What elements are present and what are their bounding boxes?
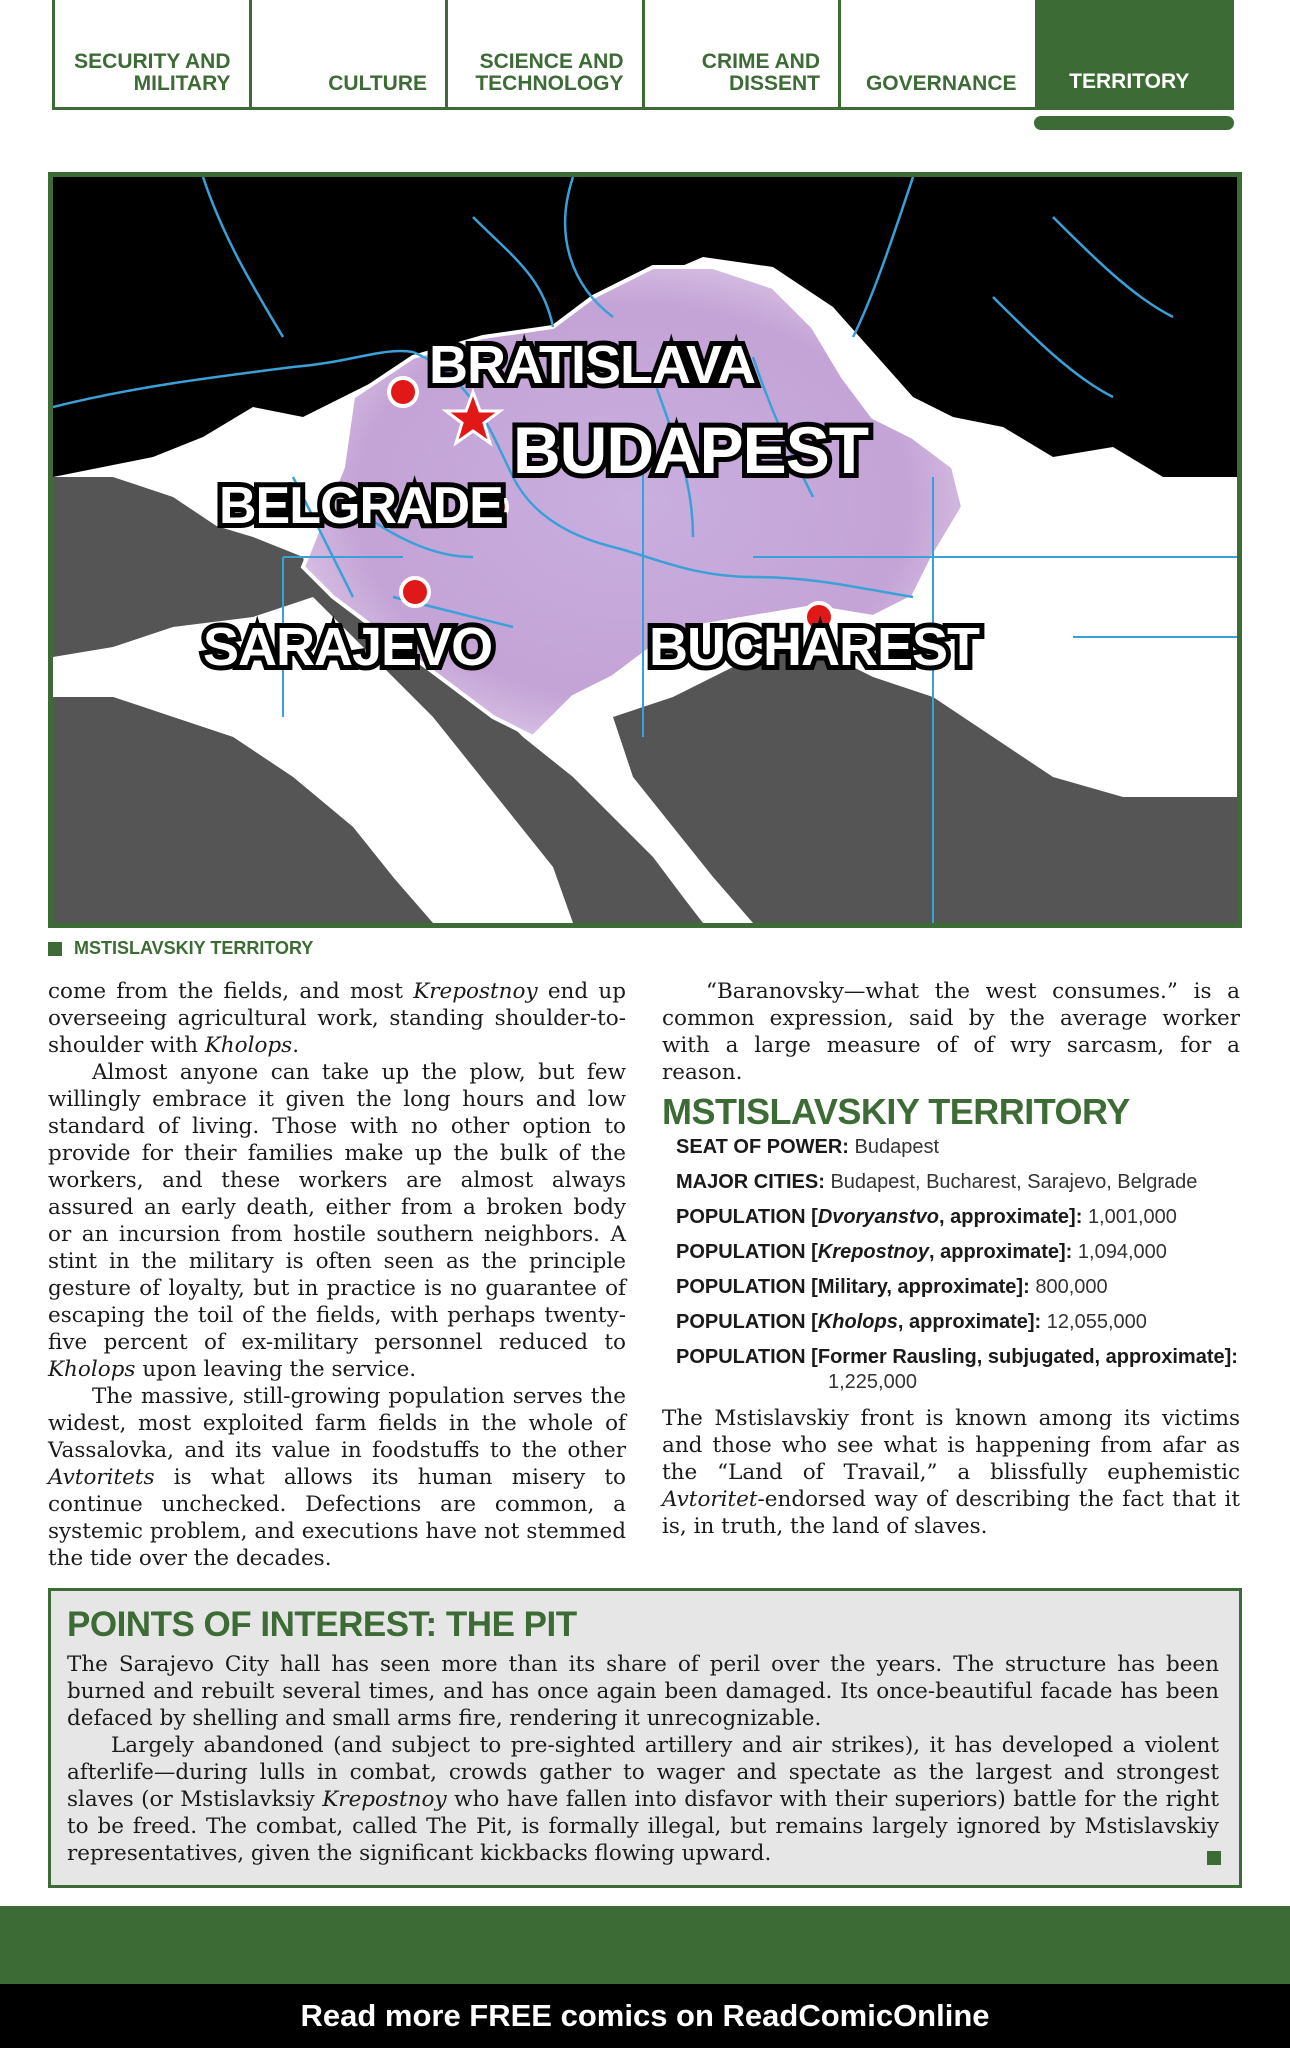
- tab-security-military[interactable]: SECURITY AND MILITARY: [55, 0, 252, 107]
- stat-seat-of-power: SEAT OF POWER: Budapest: [676, 1136, 940, 1158]
- marker-bratislava: [389, 378, 417, 406]
- footer-link-text[interactable]: Read more FREE comics on ReadComicOnline: [300, 1998, 990, 2033]
- footer-green-band: [0, 1906, 1290, 1984]
- section-tabs: [52, 0, 1234, 110]
- footer-banner[interactable]: [0, 1984, 1290, 2048]
- tab-culture[interactable]: CULTURE: [252, 0, 449, 107]
- points-of-interest-box: [48, 1588, 1242, 1888]
- stat-major-cities: MAJOR CITIES: Budapest, Bucharest, Sarajevo, Belgrade: [676, 1171, 1198, 1193]
- stat-population-krepostnoy: POPULATION [Krepostnoy, approximate]: 1,094,000: [676, 1241, 1167, 1263]
- territory-section-title: MSTISLAVSKIY TERRITORY: [662, 1091, 1130, 1132]
- stat-population-kholops: POPULATION [Kholops, approximate]: 12,055,000: [676, 1311, 1147, 1333]
- poi-paragraph-2: Largely abandoned (and subject to pre-sighted artillery and air strikes), it has developed a violent afterlife—during lulls in combat, crowds gather to wager and spectate as the largest and strongest slaves (or Mstislavksiy Krepostnoy who have fallen into disfavor with their superiors) battle for the right to be freed. The combat, called The Pit, is formally illegal, but remains largely ignored by Mstislavskiy representatives, given the significant kickbacks flowing upward.: [67, 1733, 1219, 1866]
- label-bratislava: BRATISLAVA: [429, 335, 755, 395]
- tab-territory[interactable]: TERRITORY: [1038, 0, 1232, 107]
- stat-population-military: POPULATION [Military, approximate]: 800,000: [676, 1276, 1108, 1298]
- left-paragraph-1: come from the fields, and most Krepostnoy end up overseeing agricultural work, standing shoulder-to-shoulder with Kholops.: [48, 979, 626, 1058]
- black-sea: [953, 467, 1237, 717]
- territory-stats: [662, 1135, 1240, 1395]
- poi-paragraph-1: The Sarajevo City hall has seen more than its share of peril over the years. The structure has been burned and rebuilt several times, and has once again been damaged. Its once-beautiful facade has been defaced by shelling and small arms fire, rendering it unrecognizable.: [67, 1652, 1219, 1731]
- map-caption: [48, 938, 313, 959]
- right-paragraph-2: The Mstislavskiy front is known among its victims and those who see what is happening from afar as the “Land of Travail,” a blissfully euphemistic Avtoritet-endorsed way of describing the fact that it is, in truth, the land of slaves.: [662, 1406, 1240, 1539]
- active-tab-indicator: [1034, 116, 1234, 130]
- left-column: [48, 978, 626, 1572]
- right-paragraph-1: “Baranovsky—what the west consumes.” is a common expression, said by the average worker with a large measure of of wry sarcasm, for a reason.: [662, 979, 1240, 1085]
- left-paragraph-3: The massive, still-growing population serves the widest, most exploited farm fields in the whole of Vassalovka, and its value in foodstuffs to the other Avtoritets is what allows its human misery to continue unchecked. Defections are common, a systemic problem, and executions have not stemmed the tide over the decades.: [48, 1384, 626, 1571]
- stat-population-dvoryanstvo: POPULATION [Dvoryanstvo, approximate]: 1,001,000: [676, 1206, 1177, 1228]
- left-paragraph-2: Almost anyone can take up the plow, but few willingly embrace it given the long hours and low standard of living. Those with no other option to provide for their families make up the bulk of the workers, and these workers are almost always assured an early death, either from a broken body or an incursion from hostile southern neighbors. A stint in the military is often seen as the principle gesture of loyalty, but in practice is no guarantee of escaping the toil of the fields, with perhaps twenty-five percent of ex-military personnel reduced to Kholops upon leaving the service.: [48, 1060, 626, 1382]
- label-belgrade: BELGRADE: [219, 477, 503, 535]
- label-budapest: BUDAPEST: [513, 413, 869, 487]
- tab-governance[interactable]: GOVERNANCE: [841, 0, 1038, 107]
- right-column: [662, 978, 1240, 1540]
- label-sarajevo: SARAJEVO: [203, 617, 493, 677]
- poi-title: POINTS OF INTEREST: THE PIT: [67, 1605, 577, 1644]
- tab-science-technology[interactable]: SCIENCE AND TECHNOLOGY: [448, 0, 645, 107]
- map-caption-text: MSTISLAVSKIY TERRITORY: [74, 938, 314, 958]
- marker-sarajevo: [401, 578, 429, 606]
- tab-crime-dissent[interactable]: CRIME AND DISSENT: [645, 0, 842, 107]
- stat-population-former-rausling: POPULATION [Former Rausling, subjugated, approximate]: 1,225,000: [676, 1346, 1238, 1393]
- caption-square-icon: [48, 942, 62, 956]
- end-square-icon: [1207, 1851, 1221, 1865]
- territory-map: [48, 172, 1242, 928]
- label-bucharest: BUCHAREST: [649, 617, 980, 677]
